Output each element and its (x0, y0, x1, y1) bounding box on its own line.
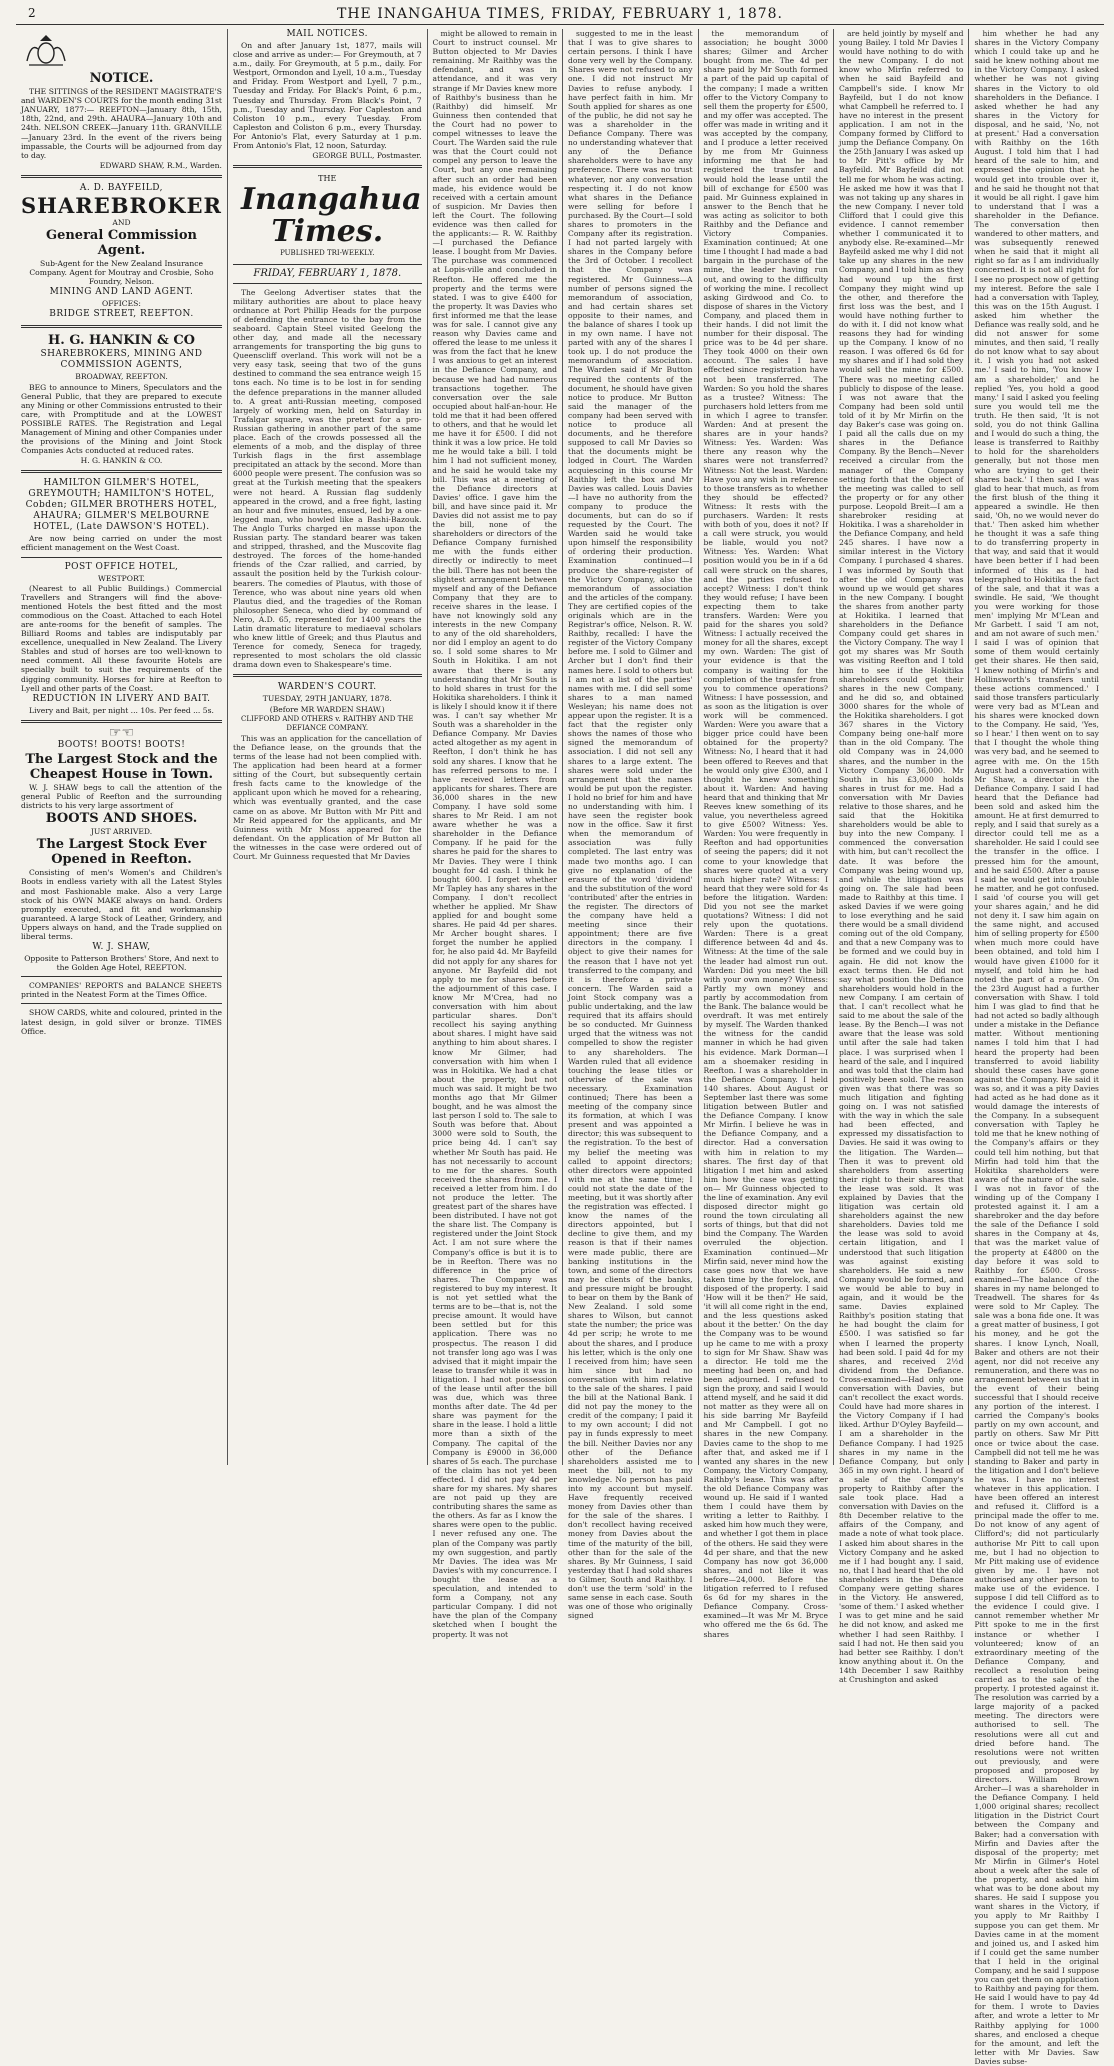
columns (16, 29, 1104, 2066)
boots-body: Consisting of men's Women's and Children's Boots in endless variety with all the Latest Styles and most Fashionable make. Also a very Large stock of his OWN MAKE always on hand. Orders promptly executed, and fit and workmanship guaranteed. A large Stock of Leather, Grindery, and Uppers always on hand, and the Trade supplied on liberal terms. (21, 868, 222, 941)
paper-title: Inangahua Times. (240, 182, 422, 250)
page-number: 2 (28, 6, 37, 20)
mining-land-agent: MINING AND LAND AGENT. (49, 287, 194, 298)
column-7 (969, 29, 1103, 2066)
bayfeild-heading: SHAREBROKER (21, 192, 222, 218)
divider (21, 1003, 222, 1004)
published-line: PUBLISHED TRI-WEEKLY. (280, 249, 375, 258)
largest-stock-2: The Largest Stock Ever Opened in Reefton. (36, 837, 207, 868)
divider (21, 557, 222, 558)
westport: WESTPORT. (98, 573, 145, 583)
column-5 (699, 29, 834, 1639)
column-2 (228, 29, 428, 1465)
divider (21, 720, 222, 723)
court-before: (Before MR WARDEN SHAW.) (269, 704, 385, 714)
column-7-text: him whether he had any shares in the Victory Company which I could take up and he said he knew nothing about me in the Victory Company. I asked whether he was not giving shares in the Victory to old shareholders in the Defiance. I asked whether he had any shares in the Victory for disposal, and he said, 'No, not at present.' Had a conversation with Raithby on the 16th August. I told him that I had heard of the sale to him, and expressed the opinion that he would get into trouble over it, and he said he thought not that it would be all right. I gave him to understand that I was a shareholder in the Defiance. The conversation then wandered to other matters, and was subsequently renewed when he said that it might all right so far as I am individually concerned. It is not all right for I see no prospect now of getting my interest. Before the sale I had a conversation with Tapley, this was on the 15th August. I asked him whether the Defiance was really sold, and he did not answer for some minutes, and then said, 'I really do not know what to say about it. I wish you had not asked me.' I said to him, 'You know I am a shareholder,' and he replied 'Yes, you hold a good many.' I said I asked you feeling sure you would tell me the truth. He then said, 'It is not sold, you do not think Gallina and I would do such a thing, the lease is transferred to Raithby to hold for the shareholders generally, but not those men who are trying to get their shares back.' I then said I was glad to hear that much, as from the first blush of the thing it appeared a swindle. He then said, 'Oh, no we would never do that.' Then asked him whether he thought it was a safe thing to do transferring property in that way, and said that it would have been better if I had been informed of this as I had telegraphed to Hokitika the fact of the sale, and that it was a swindle. He said, 'We thought you were working for those men' implying Mr M'Lean and Mr Garbett. I said 'I am not, and am not aware of such men.' I said I was of opinion that some of them would certainly get their shares. He then said, 'I knew nothing of Mirfin's and Hollinsworth's transfers until these actions commenced.' I said those transfers particularly were very bad as M'Lean and his shares were knocked down to the Company. He said, 'Yes, so I hear.' I then went on to say that I thought the whole thing was very bad, and he seemed to agree with me. On the 15th August had a conversation with Mr Shaw, a director in the Defiance Company. I said I had heard that the Defiance had been sold and asked him the amount. He at first demurred to reply, and I said that surely as a director could tell me as a shareholder. He said I could see the transfer in the office. I pressed him for the amount, and he said £500. After a pause I said he would get into trouble he matter, and he got confused. I said 'of course you will get your shares again,' and he did not deny it. I saw him again on the same night, and accused him of selling property for £500 when much more could have been obtained, and told him I would have given £1000 for it myself, and told him he had noted the part of a rogue. On the 23rd August had a further conversation with Shaw. I told him I was glad to find that he had not acted so badly although under a mistake in the Defiance matter. Without mentioning names I told him that I had heard the property had been transferred to avoid liability should these cases have gone against the Company. He said it was so, and it was a pity Davies had acted as he had done as it would damage the interests of the Company. In a subsequent conversation with Tapley he told me that he knew nothing of the Company's affairs or they could tell him nothing, but that Mirfin had told him that the Hokitika shareholders were aware of the nature of the sale. I was not in favor of the winding up of the Company I protested against it. I am a sharebroker and the day before the sale of the Defiance I sold shares in the Company at 4s, that was the market value of the property at £4800 on the day before it was sold to Raithby for £500. Cross-examined—The balance of the shares in my name belonged to Treadwell. The shares for 4s were sold to Mr Capley. The sale was a bona fide one. It was a great matter of business, I got his money, and he got the shares. I know Lynch, Noall, Baker and others are not their agent, nor did not receive any remuneration, and there was no arrangement between us that in the event of their being successful that I should receive any portion of the interest. I carried the Company's books partly on my own account, and partly on others. Saw Mr Pitt once or twice about the case. Campbell did not tell me he was standing to Baker and party in the litigation and I don't believe he was. I have no interest whatever in this application. I have been offered an interest and refused it. Clifford is a principal made the offer to me. Do not know of any agent of Clifford's; did not particularly authorise Mr Pitt to call upon me, but I had no objection to Mr Pitt making use of evidence given by me. I have not authorised any other person to make use of the evidence. I suppose I did tell Clifford as to the evidence I could give. I cannot remember whether Mr Pitt spoke to me in the first instance or whether I volunteered; know of an extraordinary meeting of the Defiance Company, and recollect a resolution being carried as to the sale of the property. I protested against it. The resolution was carried by a large majority of a packed meeting. The directors were authorised to sell. The resolutions were all cut and dried before hand. The resolutions were not written out previously, and were proposed and proposed by directors. William Brown Archer—I was a shareholder in the Defiance Company. I held 1,000 original shares; recollect litigation in the District Court between the Company and Baker; had a conversation with Mirfin and Davies after the disposal of the property; met Mr Mirfin in Gilmer's Hotel about a week after the sale of the property, and asked him what was to be done about my shares. He said I suppose you want shares in the Victory, if you apply to Mr Raithby I suppose you can get them. Mr Davies came in at the moment and joined us, and I asked him if I could get the same number that I held in the original Company, and he said I suppose you can get them on application to Raithby and paying for them. He said I would have to pay 4d for them. I wrote to Davies after, and wrote a letter to Mr Raithby applying for 1000 shares, and enclosed a cheque for the amount, and left the letter with Mr Davies. Saw Davies subse- (974, 29, 1099, 2066)
royal-crest-icon (21, 33, 71, 69)
divider (21, 325, 222, 328)
offices-label: OFFICES: (102, 299, 141, 309)
notice-signature: EDWARD SHAW, R.M., Warden. (99, 160, 222, 170)
notice-heading: NOTICE. (89, 71, 154, 87)
hankin-name: H. G. HANKIN & CO (47, 333, 195, 349)
editorial-text: The Geelong Advertiser states that the military authorities are about to place heavy ordnance at Port Phillip Heads for the purpose of defending the entrance to the bay from the seaboard. Captain Steel visited Geelong the other day, and made all the necessary arrangements for transporting the big guns to Queenscliff overland. This work will not be a very easy task, seeing that two of the guns destined to command the sea entrance weigh 15 tons each. No time is to be lost in for sending the defence preparations in the manner alluded to. A great anti-Russian meeting, composed largely of working men, held on Saturday in Trafalgar square, was the pretext for a pro-Russian gathering in another part of the same place. Each of the crowds possessed all the elements of a mob, and the display of three Turkish flags in the first assemblage precipitated an attack by the second. More than 6000 people were present. The confusion was so great at the Turkish meeting that the speakers were not heard. A Russian flag suddenly appeared in the crowd, and a free fight, lasting an hour and five minutes, ensued, led by a one-legged man, who howled like a Bashi-Bazouk. The Anglo Turks charged en masse upon the Russian party. The standard bearer was taken and stripped, thrashed, and the Muscovite flag destroyed. The forces of the home-handed friends of the Czar rallied, and carried, by assault the position held by the Turkish colour-bearers. The comedies of Plautus, with those of Terence, who was about nine years old when Plautus died, and the tragedies of the Roman philosopher Seneca, who died by command of Nero, A.D. 65, represented for 1400 years the Latin dramatic literature to mediaeval scholars who knew little of Greek; and thus Plautus and Terence for comedy, Seneca for tragedy, represented to most scholars the old classic drama down even to Shakespeare's time. (232, 287, 422, 670)
case-heading: CLIFFORD AND OTHERS v. RAITHBY AND THE DEFIANCE COMPANY. (241, 714, 414, 732)
divider (21, 175, 222, 178)
show-cards: SHOW CARDS, white and coloured, printed in the latest design, in gold silver or bronze. TIMES Office. (21, 1008, 222, 1036)
notice-body: THE SITTINGS of the RESIDENT MAGISTRATE'S and WARDEN'S COURTS for the month ending 31st JANUARY, 1877:— REEFTON—January 8th, 15th, 18th, 22nd, and 29th. AHAURA—January 10th and 24th. NELSON CREEK—January 11th. GRANVILLE—January 23rd. In the event of the rivers being impassable, the Courts will be adjourned from day to day. (21, 87, 222, 160)
masthead-title: THE INANGAHUA TIMES, FRIDAY, FEBRUARY 1, 1878. (336, 6, 784, 22)
shaw-body: W. J. SHAW begs to call the attention of the general Public of Reefton and the surrounding districts to his very large assortment of (21, 782, 222, 811)
bayfeild-and: AND (112, 217, 131, 227)
hankin-body: BEG to announce to Miners, Speculators and the General Public, that they are prepared to execute any Mining or other Commissions entrusted to their care, with Promptitude and at the LOWEST POSSIBLE RATES. The Registration and Legal Management of Mining and other Companies under the provisions of the Mining and Joint Stock Companies Acts conducted at reduced rates. (21, 382, 222, 456)
case-body: This was an application for the cancellation of the Defiance lease, on the grounds that the terms of the lease had not been complied with. The application had been heard at a former sitting of the Court, but subsequently certain fresh facts came to the knowledge of the applicant upon which he moved for a rehearing, which was eventually granted, and the case came on as above. Mr Button with Mr Pitt and Mr Reid appeared for the applicants, and Mr Guinness with Mr Moss appeared for the defendant. On the application of Mr Button all the witnesses in the case were ordered out of Court. Mr Guinness requested that Mr Davies (232, 733, 422, 862)
shaw-signature: W. J. SHAW, (92, 942, 151, 953)
boots-shoes: BOOTS AND SHOES. (45, 811, 198, 827)
bayfeild-name: A. D. BAYFEILD, (79, 182, 164, 193)
column-1 (16, 29, 228, 1465)
column-3 (428, 29, 563, 1639)
boots-heading: BOOTS! BOOTS! BOOTS! (57, 739, 186, 750)
hotels-body: Are now being carried on under the most efficient management on the West Coast. (21, 534, 222, 553)
mail-signature: GEORGE BULL, Postmaster. (312, 151, 422, 161)
divider (233, 674, 422, 677)
companies-reports: COMPANIES' REPORTS and BALANCE SHEETS printed in the Neatest Form at the Times Office. (21, 981, 222, 1000)
column-6-text: are held jointly by myself and young Bailey. I told Mr Davies I would have nothing to do with the new Company. I do not know who Mirfin referred to when he said Bayfeild and Campbell's side. I know Mr Bayfeild, but I do not know what Campbell he referred to. I have no interest in the present application. I am not in the Company formed by Clifford to jump the Defiance Company. On the 25th January I was asked up to Mr Pitt's office by Mr Bayfeild. Mr Bayfeild did not tell me for whom he was acting. He asked me how it was that I was not taking up any shares in the new Company. I never told Clifford that I could give this evidence. I cannot remember whether I communicated it to anybody else. Re-examined—Mr Bayfeild asked me why I did not take up any shares in the new Company, and I told him as they had wound up the first Company they might wind up the other, and therefore the first loss was the best, and I would have nothing further to do with it. I did not know what reasons they had for winding up the Company. I know of no reason. I was offered 6s 6d for my shares and if I had sold they would sell the mine for £500. There was no meeting called publicly to dispose of the lease. I was not aware that the Company had been sold until told of it by Mr Mirfin on the day Baker's case was going on. I paid all the calls due on my shares in the Defiance Company. By the Bench—Never received a circular from the manager of the Company setting forth that the object of the meeting was called to sell the property or for any other purpose. Leopold Breit—I am a sharebroker residing at Hokitika. I was a shareholder in the Defiance Company, and held 245 shares. I have now a similar interest in the Victory Company. I purchased 4 shares. I was informed by South that after the old Company was wound up we would get shares in the new Company. I bought the shares from another party at Hokitika. I learned that shareholders in the Defiance Company could get shares in the Victory Company. The way I got my shares was Mr South was visiting Reefton and I told him to see if the Hokitika shareholders could get their shares in the new Company, and he did so, and obtained 3000 shares for the whole of the Hokitika shareholders. I got 367 shares in the Victory Company being one-half more than in the old Company. The old Company was in 24,000 shares, and the number in the Victory Company 36,000. Mr South in his £3,000 holds shares in trust for me. Had a conversation with Mr Davies relative to those shares, and he said that the Hokitika shareholders would be able to buy into the new Company. I commenced the conversation with him, but can't recollect the date. It was before the Company was being wound up, and while the litigation was going on. The sale had been made to Raithby at this time. I asked Davies if we were going to lose everything and he said there would be a small dividend coming out of the old Company, and that a new Company was to be formed and we could buy in again. He did not know the exact terms then. He did not say what position the Defiance shareholders would hold in the new Company. I am certain of that. I can't recollect what he said to me about the sale of the lease. By the Bench—I was not aware that the lease was sold until after the sale had taken place. I was surprised when I heard of the sale, and I inquired and was told that the claim had positively been sold. The reason given was that there was so much litigation and fighting going on. I was not satisfied with the way in which the sale had been effected, and expressed my dissatisfaction to Davies. He said it was owing to the litigation. The Warden—Then it was to prevent old shareholders from asserting their right to their shares that the lease was sold. It was explained by Davies that the litigation was certain old shareholders against the new shareholders. Davies told me the lease was sold to avoid certain litigation, and I understood that such litigation was against existing shareholders. He said a new Company would be formed, and we would be able to buy in again, and it would be the same. Davies explained Raithby's position stating that he had bought the claim for £500. I was satisfied so far when I learned the property had been sold. I paid 4d for my shares, and received 2½d dividend from the Defiance. Cross-examined—Had only one conversation with Davies, but can't recollect the exact words. Could have had more shares in the Victory Company if I had liked. Arthur D'Oyley Bayfeild—I am a shareholder in the Defiance Company. I had 1925 shares in my name in the Defiance Company, but only 365 in my own right. I heard of a sale of the Company's property to Raithby after the sale took place. Had a conversation with Davies on the 8th December relative to the affairs of the Company, and made a note of what took place. I asked him about shares in the Victory Company and he asked me if I had bought any. I said, no, that I had heard that the old shareholders in the Defiance Company were getting shares in the Victory. He answered, 'some of them.' I asked whether I was to get mine and he said he did not know, and asked me whether I had seen Raithby. I said I had not. He then said you had better see Raithby. I don't know anything about it. On the 14th December I saw Raithby at Crushington and asked (839, 29, 964, 1684)
dateline: FRIDAY, FEBRUARY 1, 1878. (253, 268, 402, 280)
mail-body: On and after January 1st, 1877, mails will close and arrive as under:— For Greymouth, at 7 a.m., daily. For Greymouth, at 5 p.m., daily. For Westport, Ormondon and Lyell, 10 a.m., Tuesday and Friday. From Westport and Lyell, 7 p.m., Tuesday and Friday. For Black's Point, 6 p.m., Tuesday and Thursday. From Black's Point, 7 p.m., Tuesday and Thursday. For Capleston and Coliston 10 p.m., every Tuesday. From Capleston and Coliston 6 p.m., every Thursday. For Antonio's Flat, every Saturday at 1 p.m. From Antonio's Flat, 12 noon, Saturday. (232, 41, 422, 151)
just-arrived: JUST ARRIVED. (90, 827, 153, 837)
shaw-address: Opposite to Patterson Brothers' Store, And next to the Golden Age Hotel, REEFTON. (24, 954, 219, 973)
court-heading: WARDEN'S COURT. (277, 682, 377, 693)
post-office-hotel: POST OFFICE HOTEL, (64, 561, 179, 572)
hotels-heading: HAMILTON GILMER'S HOTEL, GREYMOUTH; HAMILTON'S HOTEL, Cobden; GILMER BROTHERS HOTEL, AHAURA; GILMER'S MELBOURNE HOTEL, (Late DAWSON'S HOTEL). (25, 478, 218, 533)
hankin-address: BROADWAY, REEFTON. (75, 372, 168, 382)
paper-title-block (233, 174, 422, 258)
paper-the: THE (318, 174, 337, 184)
largest-stock-1: The Largest Stock and the Cheapest House in Town. (25, 751, 218, 782)
divider (233, 264, 422, 265)
pointing-hand-icon: ☞☜ (108, 724, 135, 741)
bayfeild-body: Sub-Agent for the New Zealand Insurance Company. Agent for Moutray and Crosbie, Soho Foundry, Nelson. (29, 259, 214, 287)
divider (233, 283, 422, 284)
reduction-heading: REDUCTION IN LIVERY AND BAIT. (32, 693, 211, 704)
column-4-text: suggested to me in the least that I was to give shares to certain persons. I think I have done very well by the Company. Shares were not refused to any one. I did not instruct Mr Davies to refuse anybody. I have perfect faith in him. Mr South applied for shares as one of the public, he did not say he was a shareholder in the Defiance Company. There was no understanding whatever that any of the Defiance shareholders were to have any preference. There was no trust whatever, nor any conversation respecting it. I do not know what shares in the Defiance were selling for before I purchased. By the Court—I sold shares to promoters in the Company after its registration. I had not parted largely with shares in the Company before the 3rd of October. I recollect that the Company was registered. Mr Guinness—A number of persons signed the memorandum of association, and had certain shares set opposite to their names, and the balance of shares I took up in my own name. I have not parted with any of the shares I took up. I do not produce the memorandum of association. The Warden said if Mr Button required the contents of the document, he should have given notice to produce. Mr Button said the manager of the company had been served with notice to produce all documents, and he therefore supposed to call Mr Davies so that the documents might be lodged in Court. The Warden acquiescing in this course Mr Raithby left the box and Mr Davies was called. Louis Davies—I have no authority from the company to produce the documents, but can do so if requested by the Court. The Warden said he would take upon himself the responsibility of ordering their production. Examination continued—I produce the share-register of the Victory Company, also the memorandum of association and the articles of the company. They are certified copies of the originals which are in the Registrar's office, Nelson. R. W. Raithby, recalled: I have the register of the Victory Company before me. I sold to Gilmer and Archer but I don't find their names here. I sold to others but I am not a list of the parties' names with me. I did sell some shares to a man named Wesleyan; his name does not appear upon the register. It is a fact that the register only shows the names of those who signed the memorandum of association. I did not sell any shares to a large extent. The shares were sold under the arrangement that the names would be put upon the register. I hold no brief for him and have no understanding with him. I have seen the register book now in the office. Saw it first when the memorandum of association was fully completed. The last entry was made two months ago. I can give no explanation of the erasure of the word 'dividend' and the substitution of the word 'contributed' after the entries in the register. The directors of the company have held a meeting since their appointment; there are five directors in the company. I object to give their names for the reason that I have not yet transferred to the company, and it is therefore a private concern. The Warden said a Joint Stock company was a public undertaking, and the law required that its affairs should be so conducted. Mr Guinness urged that the witness was not compelled to show the register to any shareholders. The Warden ruled that all evidence touching the lease titles or otherwise of the sale was necessary. Examination continued; There has been a meeting of the company since its formation, at which I was present and was appointed a director; this was subsequent to the registration. To the best of my belief the meeting was called to appoint directors; other directors were appointed with me at the same time; I could not state the date of the meeting, but it was shortly after the registration was effected. I know the names of the directors appointed, but I decline to give them, and my reason is that if their names were made public, there are banking institutions in the town, and some of the directors may be clients of the banks, and pressure might be brought to bear on them by the Bank of New Zealand. I sold some shares to Wilson, but cannot state the number; the price was 4d per scrip; he wrote to me about the shares, and I produce his letter, which is the only one I received from him; have seen him since but had no conversation with him relative to the sale of the shares. I paid the bill at the National Bank. I did not pay the money to the credit of the company; I paid it to my own account; I did not pay in funds expressly to meet the bill. Neither Davies nor any other of the Defiance shareholders assisted me to meet the bill, not to my knowledge. No person has paid into my account but myself. Have frequently received money from Davies other than for the sale of the shares. I don't recollect having received money from Davies about the time of the maturity of the bill, other than for the sale of the shares. By Mr Guinness, I said yesterday that I had sold shares to Gilmer, South and Raithby. I don't use the term 'sold' in the same sense in each case. South was one of those who originally signed (568, 29, 693, 1621)
court-date: TUESDAY, 29TH JANUARY, 1878. (262, 694, 392, 704)
mail-heading: MAIL NOTICES. (286, 29, 369, 39)
hankin-subtitle: SHAREBROKERS, MINING AND COMMISSION AGENTS, (40, 349, 203, 371)
masthead (16, 6, 1104, 25)
post-office-body: (Nearest to all Public Buildings.) Commercial Travellers and Strangers will find the above-mentioned Hotels the best fitted and the most commodious on the Coast. Attached to each Hotel are ante-rooms for the benefit of samples. The Billiard Rooms and tables are indisputably par excellence, unequalled in New Zealand. The Livery Stables and stud of horses are too well-known to need comment. All these favourite Hotels are specially built to suit the requirements of the digging community. Horses for hire at Reefton to Lyell and other parts of the Coast. (21, 583, 222, 693)
column-3-text: might be allowed to remain in Court to instruct counsel. Mr Button objected to Mr Davies remaining. Mr Raithby was the defendant, and was in attendance, and it was very strange if Mr Davies knew more of Raithby's business than he (Raithby) did himself. Mr Guinness then contended that the Court had no power to compel witnesses to leave the Court. The Warden said the rule was that the Court could not compel any person to leave the Court, but any one remaining after such an order had been made, his evidence would be received with a certain amount of suspicion. Mr Davies then left the Court. The following evidence was then called for the applicants:— R. W. Raithby—I purchased the Defiance lease. I bought from Mr Davies. The purchase was commenced at Lopis-ville and concluded in Reefton. He offered me the property and the terms were stated. I was to give £400 for the property. It was Davies who first informed me that the lease was for sale. I cannot give any reason why Davies came and offered the lease to me unless it was from the fact that he knew I was anxious to get an interest in the Defiance Company, and because we had had numerous transactions together. The conversation over the sale occupied about half-an-hour. He told me that it had been offered to others, and that he would let me have it for £500. I did not think it was a low price. He told me he would take a bill. I told him I had not sufficient money, and he said he would take my bill. This was at a meeting of the Defiance directors at Davies' office. I gave him the bill, and have since paid it. Mr Davies did not assist me to pay the bill, none of the shareholders or directors of the Defiance Company furnished me with the funds either directly or indirectly to meet the bill. There has not been the slightest arrangement between myself and any of the Defiance Company that they are to receive shares in the lease. I have not knowingly sold any interests in the new Company to any of the old shareholders, nor did I employ an agent to do so. I sold some shares to Mr South in Hokitika. I am not aware that there is any understanding that Mr South is to hold shares in trust for the Hokitika shareholders. I think it is likely I should know it if there was. I can't say whether Mr South was a shareholder in the Defiance Company. Mr Davies acted altogether as my agent in Reefton, I don't think he has sold any shares. I know that he has referred persons to me. I have received letters from applicants for shares. There are 36,000 shares in the new Company. I have sold some shares to Mr Reid. I am not aware whether he was a shareholder in the Defiance Company. If he paid for the shares he paid for the shares to Mr Davies. They were I think bought for 4d cash. I think he bought 600. I forget whether Mr Tapley has any shares in the Company. I don't recollect whether he applied. Mr Shaw applied for and bought some shares. He paid 4d per shares. Mr Archer bought shares. I forget the number he applied for, he also paid 4d. Mr Bayfeild did not apply for any shares for anyone. Mr Bayfeild did not apply to me for shares before the adjournment of this case. I know Mr M'Crea, had no conversation with him about particular shares. Don't recollect his saying anything about shares. I might have said anything to him about shares. I know Mr Gilmer, had conversation with him when I was in Hokitika. We had a chat about the property, but not much was said. It might be two months ago that Mr Gilmer bought, and he was almost the last person I sold to. The sale to South was before that. About 3000 were sold to South, the price being 4d. I can't say whether Mr South has paid. He has not necessarily to account to me for the shares. South received the shares from me. I received a letter from him. I do not produce the letter. The greatest part of the shares have been distributed. I have not got the share list. The Company is registered under the Joint Stock Act. I am not sure where the Company's office is but it is to be in Reefton. There was no difference in the price of shares. The Company was registered to buy my interest. It is not yet settled what the terms are to be—that is, not the precise amount. It would have been settled but for this application. There was no prospectus. The reason I did not transfer long ago was I was advised that it might impair the lease to transfer while it was in litigation. I had not possession of the lease until after the bill was due, which was three months after date. The 4d per share was payment for the share in the lease. I hold a little more than a sixth of the Company. The capital of the Company is £9000 in 36,000 shares of 5s each. The purchase of the claim has not yet been effected. I did not pay 4d per share for my shares. My shares are not paid up they are contributing shares the same as the others. As far as I know the shares were open to the public. I never refused any one. The plan of the Company was partly my own suggestion, and partly Mr Davies. The idea was Mr Davies's with my concurrence. I bought the lease as a speculation, and intended to form a Company, not any particular Company. I did not have the plan of the Company sketched when I bought the property. It was not (432, 29, 558, 1639)
divider (21, 470, 222, 473)
column-5-text: the memorandum of association; he bought 3000 shares; Gilmer and Archer bought from me. The 4d per share paid by Mr South formed a part of the paid up capital of the company; I made a written offer to the Victory Company to sell them the property for £500, and my offer was accepted. The offer was made in writing and it was accepted by the company, and I produce a letter received by me from Mr Guinness informing me that he had registered the transfer and would hold the lease until the bill of exchange for £500 was paid. Mr Guinness explained in answer to the Bench that he was acting as solicitor to both Raithby and the Defiance and Victory Companies. Examination continued; At one time I thought I had made a bad bargain in the purchase of the mine, the leader having run out, and owing to the difficulty of working the mine. I recollect asking Girdwood and Co. to dispose of shares in the Victory Company, and placed them in their hands. I did not limit the number for their disposal. The price was to be 4d per share. They took 4000 on their own account. The sales I have effected since registration have not been transferred. The Warden: So you hold the shares as a trustee? Witness: The purchasers hold letters from me in which I agree to transfer. Warden: And at present the shares are in your hands? Witness: Yes. Warden: Was there any reason why the shares were not transferred? Witness: Not the least. Warden: Have you any wish in reference to those transfers as to whether they should be effected? Witness: It rests with the purchasers. Warden: It rests with both of you, does it not? If a call were struck, you would be liable, would you not? Witness: Yes. Warden: What position would you be in if a 6d call were struck on the shares, and the parties refused to accept? Witness: I don't think they would refuse; I have been expecting them to take transfers. Warden: Were you paid for the shares you sold? Witness: I actually received the money for all the shares, except my own. Warden: The gist of your evidence is that the company is waiting for the completion of the transfer from you to commence operations? Witness: I have possession, and as soon as the litigation is over work will be commenced. Warden: Were you aware that a bigger price could have been obtained for the property? Witness: No, I heard that it had been offered to Reeves and that he would only give £300, and I thought he knew something about it. Warden: And having heard that and thinking that Mr Reeves knew something of its value, you nevertheless agreed to give £500? Witness: Yes. Warden: You were frequently in Reefton and had opportunities of seeing the papers; did it not come to your knowledge that shares were quoted at a very much higher rate? Witness: I heard that they were sold for 4s before the litigation. Warden: Did you not see the market quotations? Witness: I did not rely upon the quotations. Warden: There is a great difference between 4d and 4s. Witness: At the time of the sale the leader had almost run out. Warden: Did you meet the bill with your own money? Witness: Partly my own money and partly by accommodation from the Bank. The balance would be overdraft. It was met entirely by myself. The Warden thanked the witness for the candid manner in which he had given his evidence. Mark Dorman—I am a shoemaker residing in Reefton. I was a shareholder in the Defiance Company. I held 140 shares. About August or September last there was some litigation between Butler and the Defiance Company. I know Mr Mirfin. I believe he was in the Defiance Company, and a director. Had a conversation with him in relation to my shares. The first day of that litigation I met him and asked him how the case was getting on— Mr Guinness objected to the line of examination. Any evil disposed director might go round the town circulating all sorts of things, but that did not bind the Company. The Warden overruled the objection. Examination continued—Mr Mirfin said, never mind how the case goes now that we have taken time by the forelock, and disposed of the property. I said 'How will it be then?' He said, 'it will all come right in the end, and the less questions asked about it the better.' On the day the Company was to be wound up he came to me with a proxy to sign for Mr Shaw. Shaw was a director. He told me the meeting had been on, and had been adjourned. I refused to sign the proxy, and said I would attend myself, and he said it did not matter as they were all on his side barring Mr Bayfeild and Mr Campbell. I got no shares in the new Company. Davies came to the shop to me after that, and asked me if I wanted any shares in the new Company, the Victory Company, Raithby's lease. This was after the old Defiance Company was wound up. He said if I wanted them I could have them by writing a letter to Raithby. I asked him how much they were, and whether I got them in place of the others. He said they were 4d per share, and that the new Company has now got 36,000 shares, and not like it was before—24,000. Before the litigation referred to I refused 6s 6d for my shares in the Defiance Company. Cross-examined—It was Mr M. Bryce who offered me the 6s 6d. The shares (703, 29, 828, 1639)
livery-prices: Livery and Bait, per night ... 10s. Per feed ... 5s. (29, 705, 214, 715)
divider (21, 976, 222, 977)
column-6 (834, 29, 969, 1684)
column-4 (563, 29, 698, 1621)
divider (233, 165, 422, 168)
hankin-signature: H. G. HANKIN & CO. (80, 456, 163, 466)
bayfeild-gca: General Commission Agent. (45, 228, 197, 259)
offices-address: BRIDGE STREET, REEFTON. (49, 309, 194, 320)
